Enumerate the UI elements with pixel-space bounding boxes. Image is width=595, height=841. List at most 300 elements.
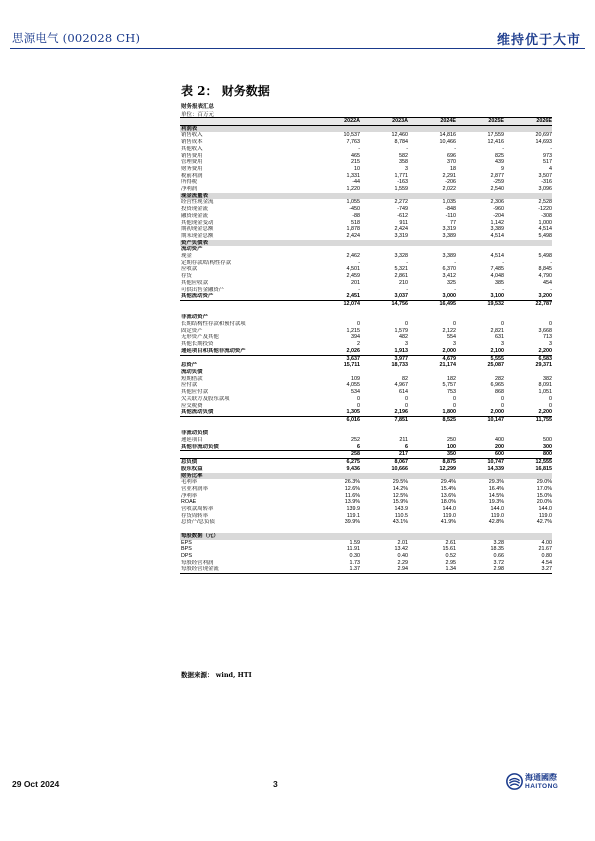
value-cell xyxy=(360,125,408,132)
table-row xyxy=(180,153,552,160)
value-cell: 182 xyxy=(447,375,456,382)
value-cell: 252 xyxy=(351,437,360,444)
value-cell xyxy=(504,125,552,132)
value-cell: 5,321 xyxy=(394,266,408,273)
value-cell: 3,389 xyxy=(442,253,456,260)
value-cell: 12,416 xyxy=(487,139,504,146)
row-label-cell xyxy=(180,308,312,315)
table-row xyxy=(180,540,552,547)
row-label-cell: 递延项目 xyxy=(181,437,203,444)
value-cell xyxy=(456,473,504,480)
value-cell xyxy=(504,193,552,200)
value-cell: 14,693 xyxy=(535,139,552,146)
value-cell: 3,637 xyxy=(346,355,360,362)
value-cell: 0 xyxy=(549,395,552,402)
value-cell: 21.67 xyxy=(538,546,552,553)
value-cell xyxy=(504,533,552,540)
value-cell: 3,668 xyxy=(538,327,552,334)
table-row xyxy=(180,341,552,348)
value-cell: 1,055 xyxy=(346,199,360,206)
table-row xyxy=(180,553,552,560)
value-cell: 18,733 xyxy=(391,362,408,369)
value-cell: 370 xyxy=(447,159,456,166)
value-cell: 10,537 xyxy=(343,132,360,139)
value-cell xyxy=(408,430,456,437)
value-cell: 8,067 xyxy=(360,459,408,466)
value-cell: 0 xyxy=(453,402,456,409)
table-row xyxy=(180,430,552,437)
value-cell: 139.9 xyxy=(346,506,360,513)
haitong-logo-icon xyxy=(506,773,523,790)
table-row xyxy=(180,369,552,376)
table-title: 表 2： 财务数据 xyxy=(181,84,270,98)
value-cell: 3 xyxy=(501,341,504,348)
row-label-cell: 净利率 xyxy=(181,492,198,499)
value-cell: 5,498 xyxy=(538,253,552,260)
value-cell: 4.54 xyxy=(541,559,552,566)
value-cell xyxy=(360,240,408,247)
value-cell: 0 xyxy=(357,395,360,402)
value-cell: 1,913 xyxy=(360,348,408,355)
value-cell: 15,711 xyxy=(343,362,360,369)
page-number: 3 xyxy=(273,779,278,789)
value-cell xyxy=(360,369,408,376)
value-cell: 2.61 xyxy=(445,539,456,546)
value-cell xyxy=(504,369,552,376)
table-row xyxy=(180,159,552,166)
row-label-cell: 经营性现金流 xyxy=(181,199,214,206)
value-cell xyxy=(504,424,552,431)
row-label-cell: 每股经营利润 xyxy=(181,559,214,566)
table-header-row xyxy=(180,118,552,126)
value-cell: 911 xyxy=(399,219,408,226)
table-row xyxy=(180,186,552,193)
value-cell: 6 xyxy=(360,444,408,451)
value-cell: 9,436 xyxy=(346,465,360,472)
value-cell: 1.34 xyxy=(408,566,456,573)
value-cell: - xyxy=(358,259,360,266)
table-row xyxy=(180,560,552,567)
value-cell: 210 xyxy=(399,279,408,286)
table-section-row xyxy=(180,533,552,540)
table-row xyxy=(180,416,552,423)
value-cell: 3,096 xyxy=(538,186,552,193)
value-cell xyxy=(360,424,408,431)
value-cell: -612 xyxy=(397,212,408,219)
value-cell: 3 xyxy=(549,341,552,348)
table-section-row xyxy=(180,193,552,200)
value-cell: 3,328 xyxy=(394,253,408,260)
table-row xyxy=(180,334,552,341)
value-cell: 2023A xyxy=(360,118,408,126)
value-cell: 8,784 xyxy=(394,139,408,146)
value-cell: 382 xyxy=(543,375,552,382)
value-cell: 325 xyxy=(447,279,456,286)
haitong-logo xyxy=(506,771,566,795)
row-label-cell: 利润表 xyxy=(180,125,312,132)
value-cell: 8,845 xyxy=(538,266,552,273)
value-cell xyxy=(408,246,456,253)
unit-label: 单位：百万元 xyxy=(181,112,215,118)
table-row xyxy=(180,513,552,520)
table-row xyxy=(180,308,552,315)
value-cell: 2,424 xyxy=(394,226,408,233)
value-cell: 144.0 xyxy=(442,506,456,513)
value-cell: 0.66 xyxy=(493,552,504,559)
value-cell: - xyxy=(502,259,504,266)
value-cell xyxy=(312,533,360,540)
value-cell: -44 xyxy=(352,179,360,186)
value-cell: 2,272 xyxy=(394,199,408,206)
table-row xyxy=(180,300,552,307)
value-cell: - xyxy=(406,286,408,293)
row-label-cell: 其他应收款 xyxy=(181,279,208,286)
value-cell xyxy=(360,430,408,437)
value-cell: -259 xyxy=(493,179,504,186)
value-cell xyxy=(408,526,456,533)
row-label-cell: 投资现金流 xyxy=(181,206,208,213)
table-row xyxy=(180,409,552,416)
value-cell xyxy=(360,473,408,480)
row-label-cell xyxy=(180,118,312,126)
table-row xyxy=(180,459,552,466)
value-cell: 2,000 xyxy=(456,409,504,416)
value-cell: 973 xyxy=(543,152,552,159)
value-cell: 2.98 xyxy=(456,566,504,573)
value-cell: 15.9% xyxy=(392,499,408,506)
value-cell: 9 xyxy=(501,165,504,172)
row-label-cell: 毛利率 xyxy=(181,479,198,486)
value-cell xyxy=(456,125,504,132)
value-cell xyxy=(504,314,552,321)
table-row xyxy=(180,173,552,180)
table-row xyxy=(180,396,552,403)
value-cell: 3,389 xyxy=(490,226,504,233)
value-cell: 119.0 xyxy=(538,512,552,519)
value-cell: 10,466 xyxy=(439,139,456,146)
value-cell: 0.52 xyxy=(445,552,456,559)
row-label-cell: 净利润 xyxy=(181,186,198,193)
value-cell: 282 xyxy=(495,375,504,382)
value-cell: 12.5% xyxy=(392,492,408,499)
value-cell: 7,851 xyxy=(394,416,408,423)
value-cell: 8,525 xyxy=(442,416,456,423)
row-label-cell: 所得税 xyxy=(181,179,198,186)
table-section-row xyxy=(180,125,552,132)
row-label-cell: 固定资产 xyxy=(181,327,203,334)
table-row xyxy=(180,348,552,355)
value-cell xyxy=(312,125,360,132)
row-label-cell: 期初现金总额 xyxy=(181,226,214,233)
value-cell xyxy=(312,430,360,437)
table-row xyxy=(180,382,552,389)
value-cell: 119.1 xyxy=(346,512,360,519)
value-cell: 454 xyxy=(543,279,552,286)
value-cell: 22,787 xyxy=(535,300,552,307)
table-row xyxy=(180,499,552,506)
financial-table xyxy=(180,117,552,574)
value-cell: 6,275 xyxy=(312,459,360,466)
table-section-row xyxy=(180,240,552,247)
value-cell: - xyxy=(358,286,360,293)
value-cell: 119.0 xyxy=(442,512,456,519)
value-cell: - xyxy=(550,259,552,266)
value-cell: 2.29 xyxy=(397,559,408,566)
table-row xyxy=(180,246,552,253)
table-row xyxy=(180,526,552,533)
value-cell xyxy=(312,193,360,200)
value-cell: 12,555 xyxy=(504,459,552,466)
table-row xyxy=(180,139,552,146)
value-cell: 2,424 xyxy=(346,232,360,239)
value-cell xyxy=(360,533,408,540)
value-cell: 20,697 xyxy=(535,132,552,139)
row-label-cell: 其他长期投资 xyxy=(181,341,214,348)
value-cell: 614 xyxy=(399,389,408,396)
value-cell xyxy=(504,246,552,253)
value-cell: 29.0% xyxy=(536,479,552,486)
value-cell: 482 xyxy=(399,334,408,341)
value-cell: 3 xyxy=(405,341,408,348)
table-row xyxy=(180,355,552,362)
header-divider xyxy=(10,48,585,49)
value-cell: 0 xyxy=(405,321,408,328)
value-cell: 2,200 xyxy=(504,409,552,416)
value-cell: 2,451 xyxy=(312,293,360,300)
value-cell: 2,306 xyxy=(490,199,504,206)
value-cell: 0 xyxy=(357,321,360,328)
value-cell: 1,559 xyxy=(394,186,408,193)
value-cell: -88 xyxy=(352,212,360,219)
value-cell: 1,331 xyxy=(346,172,360,179)
value-cell: 800 xyxy=(543,451,552,458)
value-cell xyxy=(456,430,504,437)
value-cell: 1,215 xyxy=(346,327,360,334)
value-cell xyxy=(408,308,456,315)
row-label-cell: 其他非流动负债 xyxy=(180,444,312,451)
value-cell: 2,000 xyxy=(408,348,456,355)
value-cell: 1,035 xyxy=(442,199,456,206)
value-cell xyxy=(360,246,408,253)
value-cell: 11.91 xyxy=(346,546,360,553)
table-row xyxy=(180,403,552,410)
value-cell: 2,821 xyxy=(490,327,504,334)
value-cell: 29,371 xyxy=(535,362,552,369)
row-label-cell: 存货周转率 xyxy=(181,512,208,519)
value-cell: 12.6% xyxy=(344,485,360,492)
value-cell xyxy=(456,193,504,200)
value-cell: 2024E xyxy=(408,118,456,126)
value-cell: 4,514 xyxy=(490,232,504,239)
value-cell: 6,965 xyxy=(490,382,504,389)
value-cell: 2,122 xyxy=(442,327,456,334)
value-cell: 0.30 xyxy=(349,552,360,559)
value-cell: 4,514 xyxy=(490,253,504,260)
table-row xyxy=(180,206,552,213)
value-cell: - xyxy=(358,145,360,152)
value-cell: 6 xyxy=(312,444,360,451)
value-cell xyxy=(456,369,504,376)
value-cell: 11,755 xyxy=(535,416,552,423)
row-label-cell xyxy=(180,355,312,362)
value-cell: 1,142 xyxy=(490,219,504,226)
value-cell: -308 xyxy=(541,212,552,219)
value-cell xyxy=(504,526,552,533)
value-cell: 2,462 xyxy=(346,253,360,260)
row-label-cell: 其他收入 xyxy=(181,145,203,152)
value-cell: - xyxy=(502,145,504,152)
value-cell: 0 xyxy=(405,395,408,402)
value-cell: 1,051 xyxy=(538,389,552,396)
value-cell: 2 xyxy=(357,341,360,348)
table-row xyxy=(180,486,552,493)
value-cell: 7,763 xyxy=(346,139,360,146)
value-cell: 13.42 xyxy=(394,546,408,553)
table-row xyxy=(180,444,552,451)
value-cell: 554 xyxy=(447,334,456,341)
table-section-row xyxy=(180,473,552,480)
row-label-cell: 可供出售金融资产 xyxy=(181,286,225,293)
row-label-cell: 其他流动负债 xyxy=(180,409,312,416)
header-slogan: 维持优于大市 xyxy=(496,33,581,48)
value-cell: 2,200 xyxy=(504,348,552,355)
value-cell: 12,460 xyxy=(391,132,408,139)
value-cell: 0 xyxy=(453,321,456,328)
value-cell: 10,147 xyxy=(487,416,504,423)
value-cell xyxy=(504,240,552,247)
value-cell: - xyxy=(502,286,504,293)
value-cell: - xyxy=(454,145,456,152)
value-cell: 0 xyxy=(453,395,456,402)
value-cell xyxy=(312,314,360,321)
value-cell: 16,495 xyxy=(439,300,456,307)
value-cell: 20.0% xyxy=(536,499,552,506)
value-cell: 3,037 xyxy=(360,293,408,300)
value-cell: -163 xyxy=(397,179,408,186)
value-cell: 25,087 xyxy=(487,362,504,369)
row-label-cell: ROAE xyxy=(181,499,197,506)
row-label-cell xyxy=(180,526,312,533)
table-row xyxy=(180,466,552,473)
value-cell: 4,514 xyxy=(538,226,552,233)
value-cell: 4,501 xyxy=(346,266,360,273)
value-cell xyxy=(456,533,504,540)
table-row xyxy=(180,166,552,173)
value-cell: 77 xyxy=(450,219,456,226)
value-cell: 3,389 xyxy=(442,232,456,239)
value-cell: 4,679 xyxy=(442,355,456,362)
value-cell xyxy=(312,526,360,533)
table-row xyxy=(180,362,552,369)
value-cell: 16,815 xyxy=(535,465,552,472)
logo-text-en: HAITONG xyxy=(525,783,559,790)
value-cell: 600 xyxy=(495,451,504,458)
value-cell: 0.40 xyxy=(397,552,408,559)
value-cell: 6,583 xyxy=(538,355,552,362)
table-row xyxy=(180,233,552,240)
table-row xyxy=(180,293,552,300)
value-cell: 1,800 xyxy=(408,409,456,416)
value-cell: 825 xyxy=(495,152,504,159)
row-label-cell xyxy=(180,416,312,423)
value-cell: 42.8% xyxy=(488,519,504,526)
value-cell: 4,967 xyxy=(394,382,408,389)
value-cell xyxy=(456,308,504,315)
value-cell: 6,370 xyxy=(442,266,456,273)
table-row xyxy=(180,273,552,280)
value-cell xyxy=(504,308,552,315)
value-cell: 5,498 xyxy=(538,232,552,239)
value-cell: 394 xyxy=(351,334,360,341)
row-label-cell: 非流动负债 xyxy=(181,430,208,437)
row-label-cell: 定期存款/结构性存款 xyxy=(181,259,232,266)
table-row xyxy=(180,546,552,553)
value-cell: 119.0 xyxy=(490,512,504,519)
value-cell: 0 xyxy=(501,402,504,409)
value-cell: 29.3% xyxy=(488,479,504,486)
table-row xyxy=(180,260,552,267)
row-label-cell xyxy=(180,451,312,459)
value-cell: 10,666 xyxy=(391,465,408,472)
row-label-cell xyxy=(180,424,312,431)
row-label-cell: 其他应付款 xyxy=(181,389,208,396)
row-label-cell: 营业利润率 xyxy=(181,485,208,492)
value-cell xyxy=(312,424,360,431)
table-row xyxy=(180,424,552,431)
value-cell: 13.9% xyxy=(344,499,360,506)
value-cell: 43.1% xyxy=(392,519,408,526)
header-company: 思源电气 (002028 CH) xyxy=(12,31,141,45)
value-cell: 29.4% xyxy=(440,479,456,486)
value-cell: 2022A xyxy=(312,118,360,126)
value-cell: 3,100 xyxy=(456,293,504,300)
table-row xyxy=(180,321,552,328)
table-row xyxy=(180,253,552,260)
value-cell: 2,026 xyxy=(312,348,360,355)
value-cell: - xyxy=(454,286,456,293)
value-cell: 2.95 xyxy=(445,559,456,566)
value-cell: 0 xyxy=(549,402,552,409)
value-cell: 3,412 xyxy=(442,273,456,280)
value-cell: - xyxy=(406,145,408,152)
row-label-cell: 销售费用 xyxy=(181,152,203,159)
value-cell: -960 xyxy=(493,206,504,213)
table-row xyxy=(180,280,552,287)
table-row xyxy=(180,146,552,153)
value-cell: 517 xyxy=(543,159,552,166)
value-cell: 1.73 xyxy=(349,559,360,566)
value-cell: 215 xyxy=(351,159,360,166)
row-label-cell: 应付款 xyxy=(181,382,198,389)
value-cell: 518 xyxy=(351,219,360,226)
value-cell xyxy=(312,240,360,247)
value-cell: 11.6% xyxy=(345,492,360,499)
row-label-cell: 其他现金变动 xyxy=(181,219,214,226)
table-row xyxy=(180,451,552,459)
value-cell: 3,200 xyxy=(504,293,552,300)
value-cell: 400 xyxy=(495,437,504,444)
table-row xyxy=(180,376,552,383)
value-cell: 1,305 xyxy=(312,409,360,416)
value-cell: 350 xyxy=(447,451,456,458)
value-cell: 82 xyxy=(402,375,408,382)
value-cell: 39.9% xyxy=(344,519,360,526)
value-cell: 2,877 xyxy=(490,172,504,179)
value-cell: 10 xyxy=(354,165,360,172)
value-cell: 868 xyxy=(495,389,504,396)
table-row xyxy=(180,314,552,321)
table-row xyxy=(180,566,552,573)
